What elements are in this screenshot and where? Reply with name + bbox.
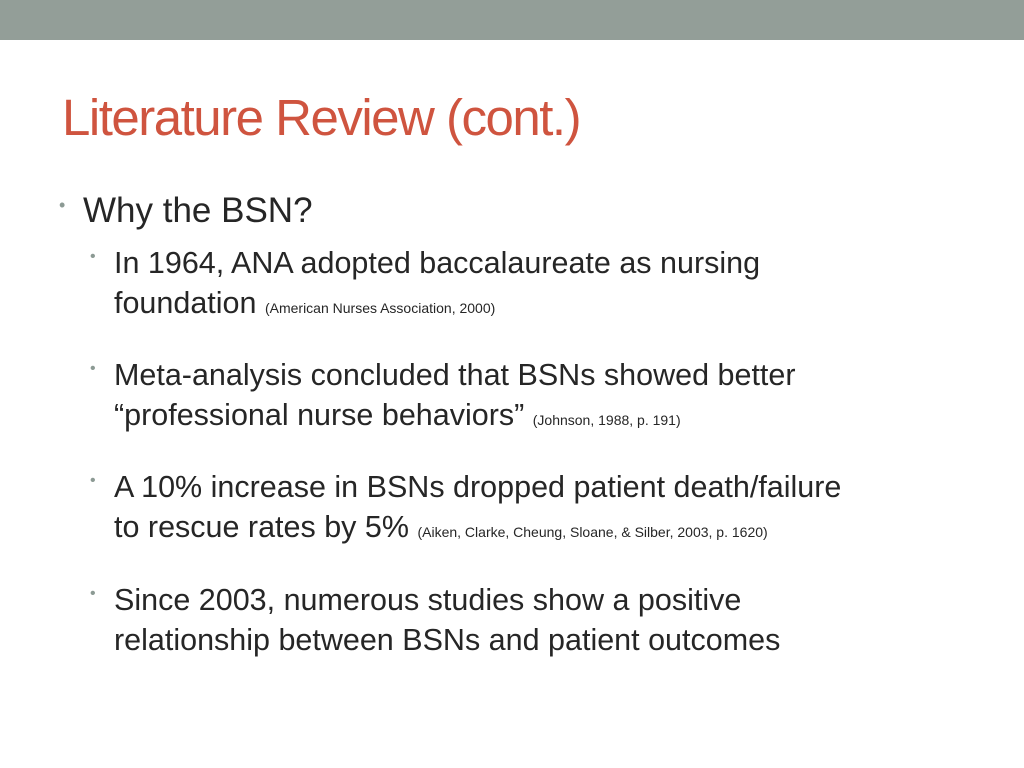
citation: (Johnson, 1988, p. 191)	[532, 412, 681, 428]
slide-title: Literature Review (cont.)	[62, 89, 581, 146]
bullet-dot-icon: •	[59, 195, 66, 215]
sub-bullet-text	[114, 580, 964, 660]
bullet-dot-icon: •	[90, 472, 96, 489]
sub-bullet-line-2-text: foundation	[114, 286, 257, 320]
sub-bullet-line-2	[114, 507, 964, 552]
sub-bullet-line-2	[114, 283, 964, 328]
sub-bullet-line-1: Meta-analysis concluded that BSNs showed better	[114, 358, 796, 392]
sub-bullet-line-1: A 10% increase in BSNs dropped patient death/failure	[114, 470, 842, 504]
sub-bullet-text	[114, 467, 964, 552]
bullet-dot-icon: •	[90, 248, 96, 265]
sub-bullet-line-1: In 1964, ANA adopted baccalaureate as nursing	[114, 246, 761, 280]
sub-bullet-line-2-text: to rescue rates by 5%	[114, 510, 409, 544]
sub-bullet-line-1: Since 2003, numerous studies show a positive	[114, 583, 742, 617]
citation: (Aiken, Clarke, Cheung, Sloane, & Silber, 2003, p. 1620)	[417, 524, 768, 540]
citation: (American Nurses Association, 2000)	[264, 300, 496, 316]
sub-bullet-line-2	[114, 395, 964, 440]
bullet-dot-icon: •	[90, 585, 96, 602]
sub-bullet-line-2: relationship between BSNs and patient outcomes	[114, 623, 781, 657]
sub-bullet-line-2-text: “professional nurse behaviors”	[114, 398, 525, 432]
bullet-text: Why the BSN?	[83, 191, 313, 230]
sub-bullet-text	[114, 243, 964, 328]
sub-bullet-text	[114, 355, 964, 440]
bullet-dot-icon: •	[90, 360, 96, 377]
